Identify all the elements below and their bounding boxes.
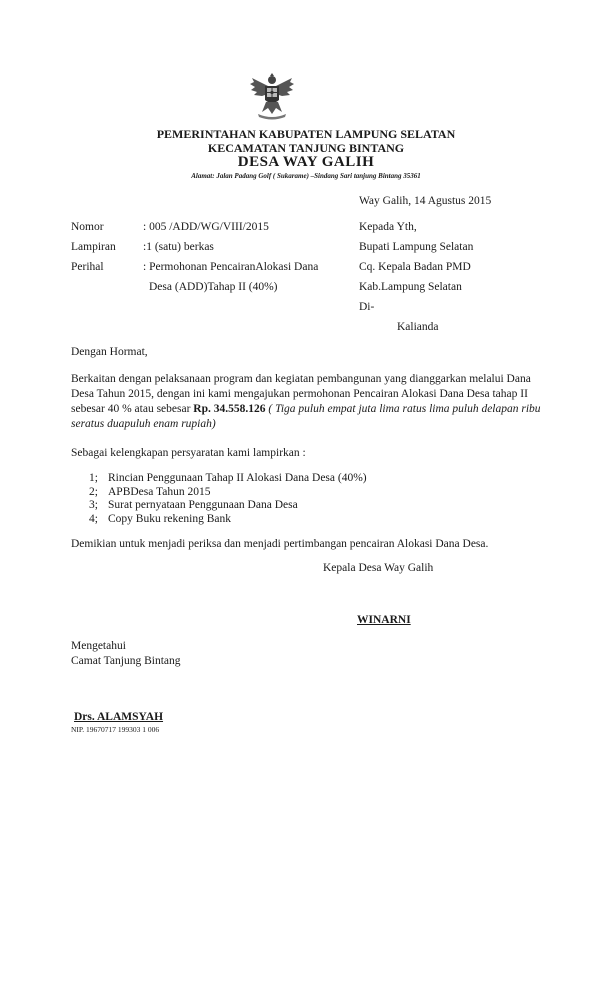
letter-date: Way Galih, 14 Agustus 2015 bbox=[359, 195, 492, 207]
recipient-line-3: Cq. Kepala Badan PMD bbox=[359, 261, 471, 273]
nomor-value: : 005 /ADD/WG/VIII/2015 bbox=[143, 221, 269, 233]
list-item-text: APBDesa Tahun 2015 bbox=[108, 485, 211, 498]
garuda-pancasila-emblem-icon bbox=[248, 72, 296, 122]
signatory-name: WINARNI bbox=[357, 614, 411, 626]
lampiran-value: :1 (satu) berkas bbox=[143, 241, 214, 253]
letterhead-village-name: DESA WAY GALIH bbox=[237, 154, 375, 170]
body-paragraph bbox=[71, 372, 541, 432]
list-item-text: Rincian Penggunaan Tahap II Alokasi Dana Desa (40%) bbox=[108, 472, 367, 484]
letterhead-address: Alamat: Jalan Padang Golf ( Sukarame) –Sindang Sari tanjung Bintang 35361 bbox=[191, 172, 421, 180]
recipient-line-5: Di- bbox=[359, 301, 375, 313]
list-item-number: 3; bbox=[89, 499, 98, 511]
greeting: Dengan Hormat, bbox=[71, 346, 148, 358]
list-item bbox=[89, 513, 367, 527]
attachments-intro: Sebagai kelengkapan persyaratan kami lampirkan : bbox=[71, 447, 306, 459]
perihal-value-line-2: Desa (ADD)Tahap II (40%) bbox=[149, 281, 278, 293]
recipient-line-2: Bupati Lampung Selatan bbox=[359, 241, 474, 253]
camat-title: Camat Tanjung Bintang bbox=[71, 655, 181, 667]
acknowledged-label: Mengetahui bbox=[71, 640, 126, 652]
camat-nip: NIP. 19670717 199303 1 006 bbox=[71, 725, 160, 734]
letterhead-line-1: PEMERINTAHAN KABUPATEN LAMPUNG SELATAN bbox=[156, 127, 456, 141]
recipient-city: Kalianda bbox=[397, 321, 439, 333]
camat-name: Drs. ALAMSYAH bbox=[74, 711, 164, 723]
recipient-line-1: Kepada Yth, bbox=[359, 221, 417, 233]
list-item-number: 1; bbox=[89, 472, 98, 484]
list-item-number: 4; bbox=[89, 512, 98, 525]
requested-amount: Rp. 34.558.126 bbox=[193, 403, 266, 415]
list-item bbox=[89, 486, 367, 500]
recipient-line-4: Kab.Lampung Selatan bbox=[359, 281, 462, 293]
attachments-list bbox=[89, 472, 367, 526]
signatory-title: Kepala Desa Way Galih bbox=[323, 562, 434, 574]
list-item bbox=[89, 499, 367, 513]
perihal-label: Perihal bbox=[71, 261, 104, 273]
list-item bbox=[89, 472, 367, 486]
nomor-label: Nomor bbox=[71, 221, 104, 233]
closing-sentence: Demikian untuk menjadi periksa dan menjadi pertimbangan pencairan Alokasi Dana Desa. bbox=[71, 538, 489, 550]
letterhead-line-2: KECAMATAN TANJUNG BINTANG bbox=[207, 141, 405, 155]
lampiran-label: Lampiran bbox=[71, 241, 116, 253]
perihal-value-line-1: : Permohonan PencairanAlokasi Dana bbox=[143, 261, 319, 273]
body-paragraph-text: Berkaitan dengan pelaksanaan program dan kegiatan pembangunan yang dianggarkan melalui Dana Desa Tahun 2015, dengan ini kami mengajukan permohonan Pencairan Alokasi Dana Desa tahap II sebesar 40 % atau sebesar bbox=[71, 373, 531, 415]
list-item-text: Copy Buku rekening Bank bbox=[108, 512, 231, 525]
list-item-text: Surat pernyataan Penggunaan Dana Desa bbox=[108, 499, 298, 511]
amount-in-words: ( Tiga puluh empat juta lima ratus lima puluh delapan ribu seratus duapuluh enam rupiah) bbox=[71, 403, 541, 430]
list-item-number: 2; bbox=[89, 485, 98, 498]
